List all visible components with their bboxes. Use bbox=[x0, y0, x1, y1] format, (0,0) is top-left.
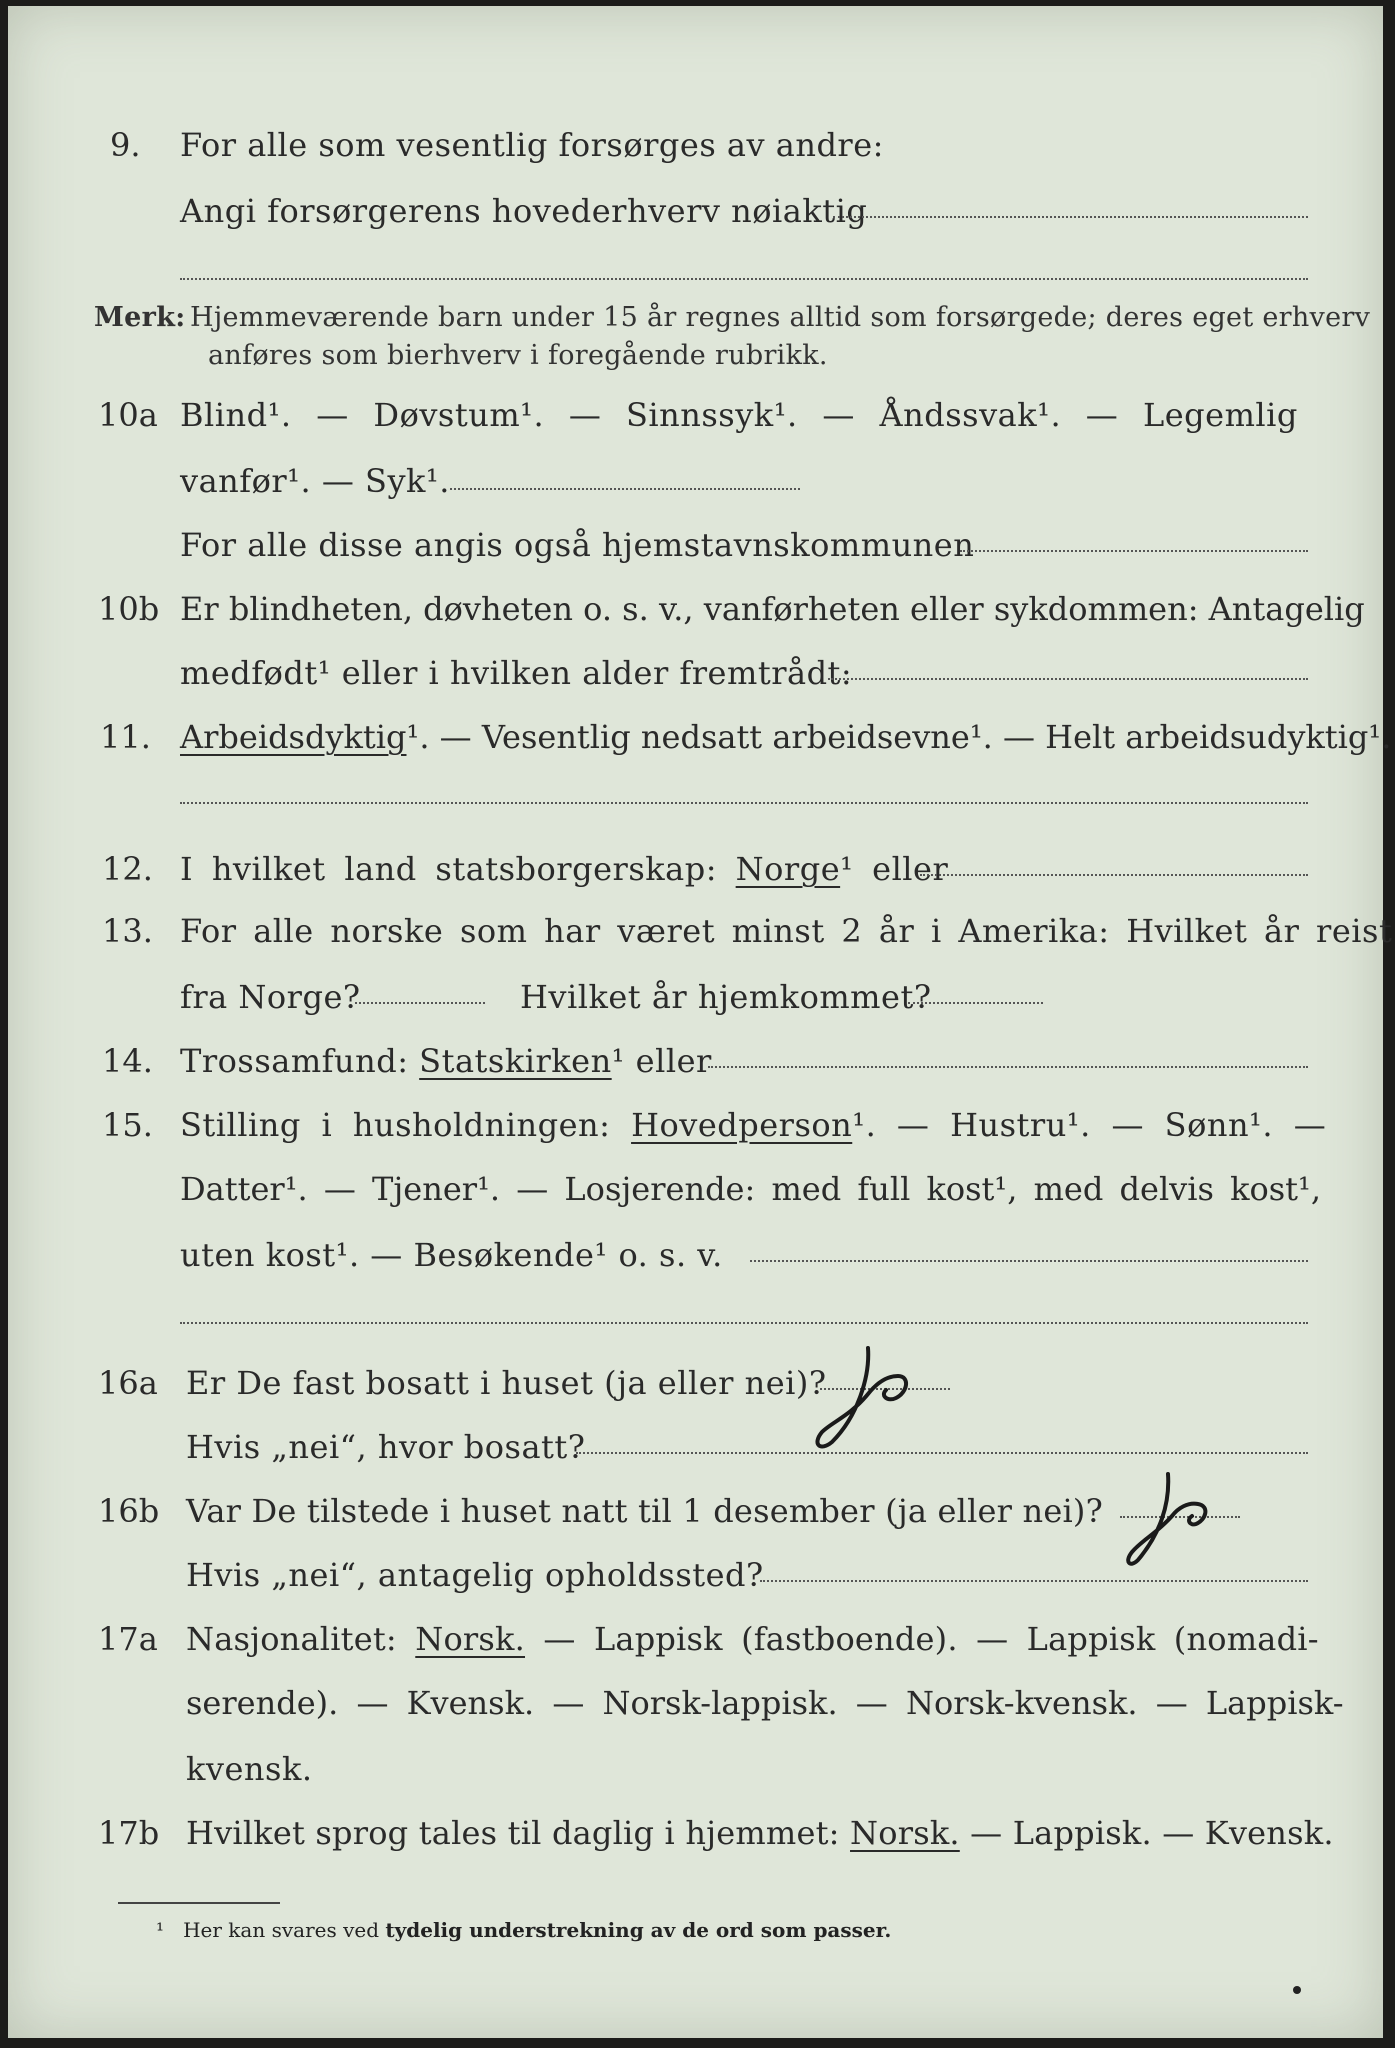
question-13-text: For alle norske som har været minst 2 år i Amerika: Hvilket år reist bbox=[180, 912, 1393, 950]
selected-option: Norsk. bbox=[850, 1814, 960, 1852]
question-number: 17b bbox=[98, 1814, 160, 1852]
note-label: Merk: bbox=[94, 302, 186, 333]
question-number: 10b bbox=[98, 590, 160, 628]
answer-16a-text: Ja bbox=[798, 1336, 799, 1337]
question-number: 15. bbox=[102, 1106, 153, 1144]
answer-line bbox=[960, 550, 1308, 552]
question-10a-text-2: vanfør¹. — Syk¹. bbox=[180, 462, 450, 500]
question-number: 12. bbox=[102, 850, 153, 888]
question-number: 17a bbox=[98, 1620, 158, 1658]
question-16b-text-2: Hvis „nei“, antagelig opholdssted? bbox=[186, 1556, 764, 1594]
question-number: 16b bbox=[98, 1492, 160, 1530]
question-15-text-2: Datter¹. — Tjener¹. — Losjerende: med full kost¹, med delvis kost¹, bbox=[180, 1170, 1322, 1208]
selected-option: Statskirken bbox=[419, 1042, 612, 1080]
footnote: ¹ Her kan svares ved tydelig understrekning av de ord som passer. bbox=[156, 1918, 892, 1942]
answer-line bbox=[180, 1322, 1308, 1324]
answer-line bbox=[750, 1260, 1308, 1262]
answer-line bbox=[576, 1452, 1308, 1454]
handwritten-answer-16b bbox=[1116, 1464, 1236, 1574]
question-16a-text-2: Hvis „nei“, hvor bosatt? bbox=[186, 1428, 586, 1466]
question-17a-text: Nasjonalitet: Norsk. — Lappisk (fastboende). — Lappisk (nomadi- bbox=[186, 1620, 1319, 1658]
note-text: Hjemmeværende barn under 15 år regnes alltid som forsørgede; deres eget erhverv bbox=[190, 302, 1371, 333]
selected-option: Norsk. bbox=[415, 1620, 526, 1658]
answer-line bbox=[828, 678, 1308, 680]
answer-line bbox=[180, 278, 1308, 280]
answer-line bbox=[833, 216, 1308, 218]
question-number: 14. bbox=[102, 1042, 153, 1080]
question-10b-text-2: medfødt¹ eller i hvilken alder fremtrådt: bbox=[180, 654, 853, 692]
footnote-rule bbox=[118, 1902, 280, 1904]
question-17b-text: Hvilket sprog tales til daglig i hjemmet: Norsk. — Lappisk. — Kvensk. bbox=[186, 1814, 1334, 1852]
answer-line bbox=[355, 1002, 485, 1004]
answer-16b-text: Ja bbox=[1116, 1464, 1117, 1465]
question-16b-text: Var De tilstede i huset natt til 1 desember (ja eller nei)? bbox=[186, 1492, 1103, 1530]
question-11-text: Arbeidsdyktig¹. — Vesentlig nedsatt arbeidsevne¹. — Helt arbeidsudyktig¹. bbox=[180, 718, 1392, 756]
answer-line bbox=[760, 1580, 1308, 1582]
answer-line bbox=[180, 802, 1308, 804]
question-number: 9. bbox=[110, 126, 141, 164]
question-13-text-2a: fra Norge? bbox=[180, 978, 361, 1016]
question-number: 11. bbox=[100, 718, 151, 756]
question-12-text: I hvilket land statsborgerskap: Norge¹ eller bbox=[180, 850, 949, 888]
question-13-text-2b: Hvilket år hjemkommet? bbox=[520, 978, 932, 1016]
selected-option: Arbeidsdyktig bbox=[180, 718, 407, 756]
answer-line bbox=[708, 1066, 1308, 1068]
question-16a-text: Er De fast bosatt i huset (ja eller nei)? bbox=[186, 1364, 827, 1402]
selected-option: Hovedperson bbox=[631, 1106, 853, 1144]
question-10a-text-3: For alle disse angis også hjemstavnskommunen bbox=[180, 526, 975, 564]
question-10b-text: Er blindheten, døvheten o. s. v., vanførheten eller sykdommen: Antagelig bbox=[180, 590, 1365, 628]
ink-dot bbox=[1293, 1986, 1301, 1994]
question-17a-text-2: serende). — Kvensk. — Norsk-lappisk. — Norsk-kvensk. — Lappisk- bbox=[186, 1684, 1344, 1722]
question-number: 13. bbox=[102, 912, 153, 950]
question-14-text: Trossamfund: Statskirken¹ eller bbox=[180, 1042, 712, 1080]
answer-line bbox=[450, 488, 800, 490]
question-10a-text: Blind¹. — Døvstum¹. — Sinnssyk¹. — Åndssvak¹. — Legemlig bbox=[180, 396, 1298, 434]
census-form-page bbox=[8, 6, 1393, 2038]
question-17a-text-3: kvensk. bbox=[186, 1750, 313, 1788]
answer-line bbox=[920, 874, 1308, 876]
question-9-text-2: Angi forsørgerens hovederhverv nøiaktig bbox=[180, 192, 868, 230]
answer-line bbox=[908, 1002, 1043, 1004]
handwritten-answer-16a bbox=[798, 1336, 948, 1456]
question-number: 16a bbox=[98, 1364, 158, 1402]
question-15-text-3: uten kost¹. — Besøkende¹ o. s. v. bbox=[180, 1236, 723, 1274]
question-number: 10a bbox=[98, 396, 158, 434]
question-15-text: Stilling i husholdningen: Hovedperson¹. — Hustru¹. — Sønn¹. — bbox=[180, 1106, 1327, 1144]
note-text-2: anføres som bierhverv i foregående rubrikk. bbox=[208, 340, 828, 371]
selected-option: Norge bbox=[735, 850, 841, 888]
question-9-text: For alle som vesentlig forsørges av andre: bbox=[180, 126, 884, 164]
